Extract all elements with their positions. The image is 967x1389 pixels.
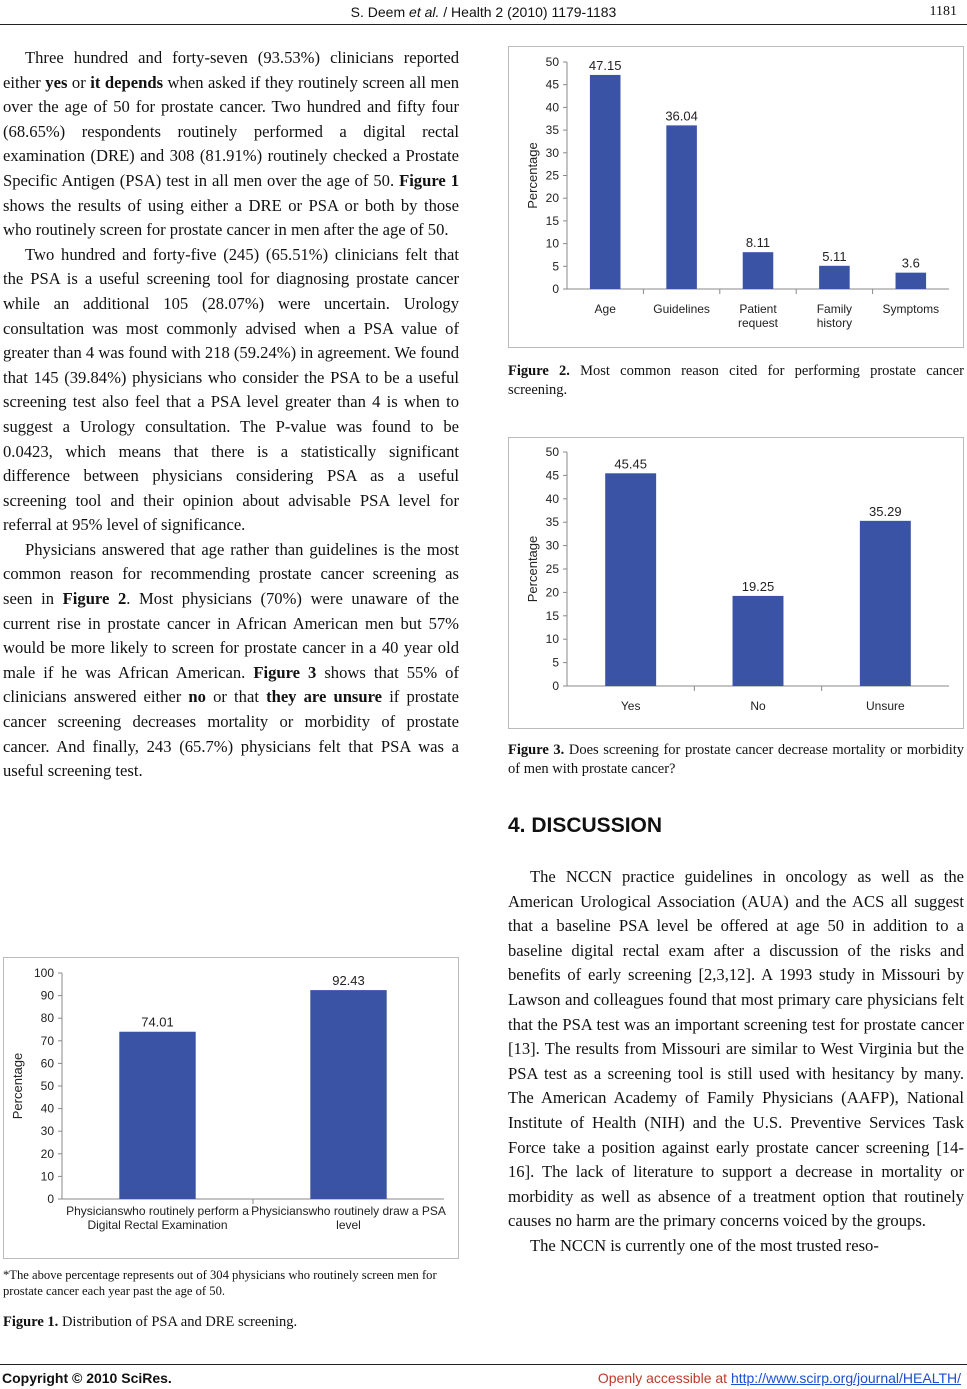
figure1-ytick-label: 60 [40, 1056, 54, 1071]
figure2-data-label-1: 47.15 [588, 57, 622, 73]
figure3-ytick-label: 15 [545, 608, 559, 623]
left-p1-run-7: shows the results of using either a DRE or PSA or both by those who routinely screen for prostate cancer in men after the age of 50. [3, 195, 459, 240]
figure2-category-label-5: Symptoms [882, 302, 940, 316]
figure1-ytick-label: 0 [47, 1192, 54, 1206]
running-title [0, 4, 967, 20]
figure2-ytick-label: 35 [545, 123, 559, 138]
figure1-ytick-label: 100 [33, 966, 54, 980]
figure2-category-label-1: Age [594, 302, 616, 316]
figure1-bar-1 [119, 1032, 195, 1199]
figure3-ytick-label: 25 [545, 562, 559, 576]
left-p3-run-3: . Most physicians (70%) were unaware of the current rise in prostate cancer in African American men but 57% would be more likely to screen for prostate cancer in a 40 year old male if he was African American. [3, 589, 459, 682]
figure2-bar-3 [743, 252, 774, 289]
left-p2-run-1: Two hundred and forty-five (245) (65.51%) clinicians felt that the PSA is a useful screening tool for diagnosing prostate cancer while an additional 105 (28.07%) were uncertain. Urology consultation was most commonly advised when a PSA value of greater than 4 was found with 218 (59.24%) in agreement. We found that 145 (39.84%) physicians who consider the PSA to be a useful screening test also feel that a PSA level greater than 4 is when to suggest a Urology consultation. The P-value was found to be 0.0423, which means that there is a statistically significant difference between physicians considering PSA as a useful screening tool and their opinion about advisable PSA level for referral at 95% level of significance. [3, 244, 459, 535]
figure3-ytick-label: 10 [545, 632, 559, 647]
figure3-ytick-label: 5 [552, 655, 559, 670]
figure3-category-label-2: No [750, 699, 766, 713]
right-p2-run-1: The NCCN is currently one of the most trusted reso- [530, 1235, 879, 1255]
figure1-caption-text: Distribution of PSA and DRE screening. [58, 1314, 298, 1330]
figure2-ylabel: Percentage [525, 142, 540, 209]
right-paragraph-2 [508, 1234, 964, 1259]
figure1-caption-label: Figure 1. [3, 1314, 59, 1330]
figure3-ytick-label: 30 [545, 538, 559, 553]
footer-access [598, 1370, 961, 1386]
figure3-ytick-label: 0 [552, 679, 559, 693]
left-p3-run-2: Figure 2 [62, 589, 127, 609]
figure2-ytick-label: 20 [545, 191, 559, 206]
figure1-footnote: *The above percentage represents out of 304 physicians who routinely screen men for prostate cancer each year past the age of 50. [3, 1268, 437, 1298]
right-column-text [508, 865, 964, 1259]
figure3-bar-2 [733, 596, 784, 686]
figure3-chart [508, 437, 964, 729]
figure2-bar-5 [896, 273, 927, 289]
figure2-bar-4 [819, 266, 850, 289]
left-p1-run-4: it depends [90, 72, 164, 92]
left-p3-run-4: Figure 3 [253, 662, 317, 682]
left-p1-run-6: Figure 1 [399, 170, 459, 190]
figure3-data-label-2: 19.25 [741, 578, 775, 594]
figure2-ytick-label: 45 [545, 77, 559, 92]
figure1-ytick-label: 70 [40, 1033, 54, 1048]
figure1-ytick-label: 80 [40, 1011, 54, 1026]
figure3-ytick-label: 45 [545, 468, 559, 483]
figure2-ytick-label: 40 [545, 100, 559, 115]
left-p3-run-9: if prostate cancer screening decreases mortality or morbidity of prostate cancer. And finally, 243 (65.7%) physicians felt that PSA was a useful screening test. [3, 687, 459, 781]
left-paragraph-3 [3, 538, 459, 784]
right-p1-run-1: The NCCN practice guidelines in oncology as well as the American Urological Association (AUA) and the ACS all suggest that a baseline PSA level be offered at age 50 in addition to a baseline digital rectal exam after a discussion of the risks and benefits of early screening [2,3,12]. A 1993 study in Missouri by Lawson and colleagues found that most primary care physicians felt that the PSA test was an important screening test for prostate cancer [13]. The results from Missouri are similar to West Virginia but the PSA test as a screening tool is still used with hesitancy by many. The American Academy of Family Physicians (AAFP), National Institute of Health (NIH) and the U.S. Preventive Services Task Force take a position against early prostate cancer screening [14-16]. The lack of literature to support a decrease in mortality or morbidity as well as absence of a treatment option that routinely causes no harm are the primary concerns voiced by the groups. [508, 867, 964, 1231]
figure3-svg [509, 438, 963, 728]
footer-access-prefix: Openly accessible at [597, 1370, 731, 1386]
figure1-ylabel: Percentage [10, 1052, 25, 1120]
figure2-data-label-5: 3.6 [901, 255, 920, 271]
figure1-ytick-label: 10 [40, 1169, 54, 1184]
figure3-caption-label: Figure 3. [508, 742, 565, 758]
figure2-data-label-4: 5.11 [822, 248, 847, 264]
footer-copyright: Copyright © 2010 SciRes. [2, 1370, 172, 1386]
figure2-ytick-label: 50 [545, 55, 559, 69]
figure3-ylabel: Percentage [525, 535, 540, 603]
figure1-bar-2 [310, 990, 386, 1199]
figure2-ytick-label: 5 [552, 259, 559, 274]
figure2-ytick-label: 30 [545, 145, 559, 160]
figure1-svg [4, 958, 458, 1258]
page-number: 1181 [929, 4, 957, 19]
running-title-author: S. Deem [350, 4, 406, 20]
figure2-ytick-label: 10 [545, 236, 559, 251]
left-p3-run-5: shows that 55% of clinicians answered either [3, 662, 459, 707]
left-paragraph-1 [3, 46, 459, 243]
figure1-ytick-label: 40 [40, 1101, 54, 1116]
figure2-ytick-label: 15 [545, 213, 559, 228]
figure2-bar-2 [666, 125, 697, 289]
figure2-bar-1 [590, 75, 621, 289]
figure3-ytick-label: 20 [545, 585, 559, 600]
figure1-caption [3, 1313, 459, 1332]
figure2-data-label-3: 8.11 [745, 235, 771, 251]
figure2-category-label-4: history [816, 316, 853, 330]
figure3-category-label-3: Unsure [865, 699, 905, 713]
footer-rule [0, 1364, 967, 1365]
figure3-data-label-1: 45.45 [614, 456, 647, 472]
figure1-category-label-1: Physicianswho routinely perform a [66, 1204, 249, 1218]
figure2-category-label-3: Patient [739, 302, 777, 316]
left-p1-run-2: yes [45, 72, 68, 92]
left-p3-run-7: or that [205, 687, 267, 707]
left-p1-run-3: or [67, 72, 91, 92]
figure2-ytick-label: 25 [545, 168, 559, 183]
figure1-category-label-2: Physicianswho routinely draw a PSA [251, 1204, 446, 1218]
figure1-data-label-2: 92.43 [332, 973, 365, 989]
figure2-chart [508, 46, 964, 348]
figure2-category-label-3: request [737, 316, 779, 330]
figure3-ytick-label: 35 [545, 515, 559, 530]
figure2-caption [508, 362, 964, 400]
figure3-ytick-label: 50 [545, 445, 559, 459]
figure3-category-label-1: Yes [620, 699, 641, 713]
figure2-caption-label: Figure 2. [508, 363, 570, 379]
left-p3-run-1: Physicians answered that age rather than guidelines is the most common reason for recommending prostate cancer screening as seen in [3, 539, 459, 609]
figure3-data-label-3: 35.29 [869, 503, 902, 519]
figure3-caption-text: Does screening for prostate cancer decrease mortality or morbidity of men with prostate cancer? [508, 742, 964, 777]
figure1-category-label-1: Digital Rectal Examination [87, 1218, 228, 1232]
figure1-category-label-2: level [336, 1218, 361, 1232]
left-p3-run-8: they are unsure [266, 687, 383, 707]
figure3-bar-3 [860, 521, 911, 686]
running-title-journal: / Health 2 (2010) 1179-1183 [443, 4, 617, 20]
right-paragraph-1 [508, 865, 964, 1234]
figure3-caption [508, 741, 964, 779]
left-p1-run-5: when asked if they routinely screen all men over the age of 50 for prostate cancer. Two hundred and fifty four (68.65%) respondents routinely performed a digital rectal examination (DRE) and 308 (81.91%) routinely checked a Prostate Specific Antigen (PSA) test in all men over the age of 50. [3, 72, 460, 190]
figure2-data-label-2: 36.04 [665, 108, 698, 124]
figure1-ytick-label: 50 [40, 1079, 54, 1093]
left-p3-run-6: no [188, 687, 206, 707]
figure1-chart [3, 957, 459, 1259]
left-column-text [3, 46, 459, 784]
section-heading-discussion: 4. DISCUSSION [508, 814, 663, 837]
figure1-ytick-label: 30 [40, 1124, 54, 1139]
journal-link[interactable]: http://www.scirp.org/journal/HEALTH/ [730, 1370, 961, 1386]
figure2-category-label-2: Guidelines [653, 302, 710, 316]
figure2-caption-text: Most common reason cited for performing prostate cancer screening. [508, 363, 965, 398]
figure1-ytick-label: 20 [40, 1146, 54, 1161]
figure1-data-label-1: 74.01 [141, 1014, 174, 1030]
figure2-svg [509, 47, 963, 347]
left-paragraph-2 [3, 243, 459, 538]
left-p1-run-1: Three hundred and forty-seven (93.53%) clinicians reported either [3, 48, 459, 92]
header-rule [0, 24, 967, 25]
figure2-category-label-4: Family [816, 302, 853, 316]
running-title-etal: et al. [409, 4, 440, 20]
figure2-ytick-label: 0 [552, 282, 559, 296]
figure1-ytick-label: 90 [40, 988, 54, 1003]
figure3-bar-1 [605, 473, 656, 686]
running-header [0, 4, 967, 22]
figure3-ytick-label: 40 [545, 491, 559, 506]
